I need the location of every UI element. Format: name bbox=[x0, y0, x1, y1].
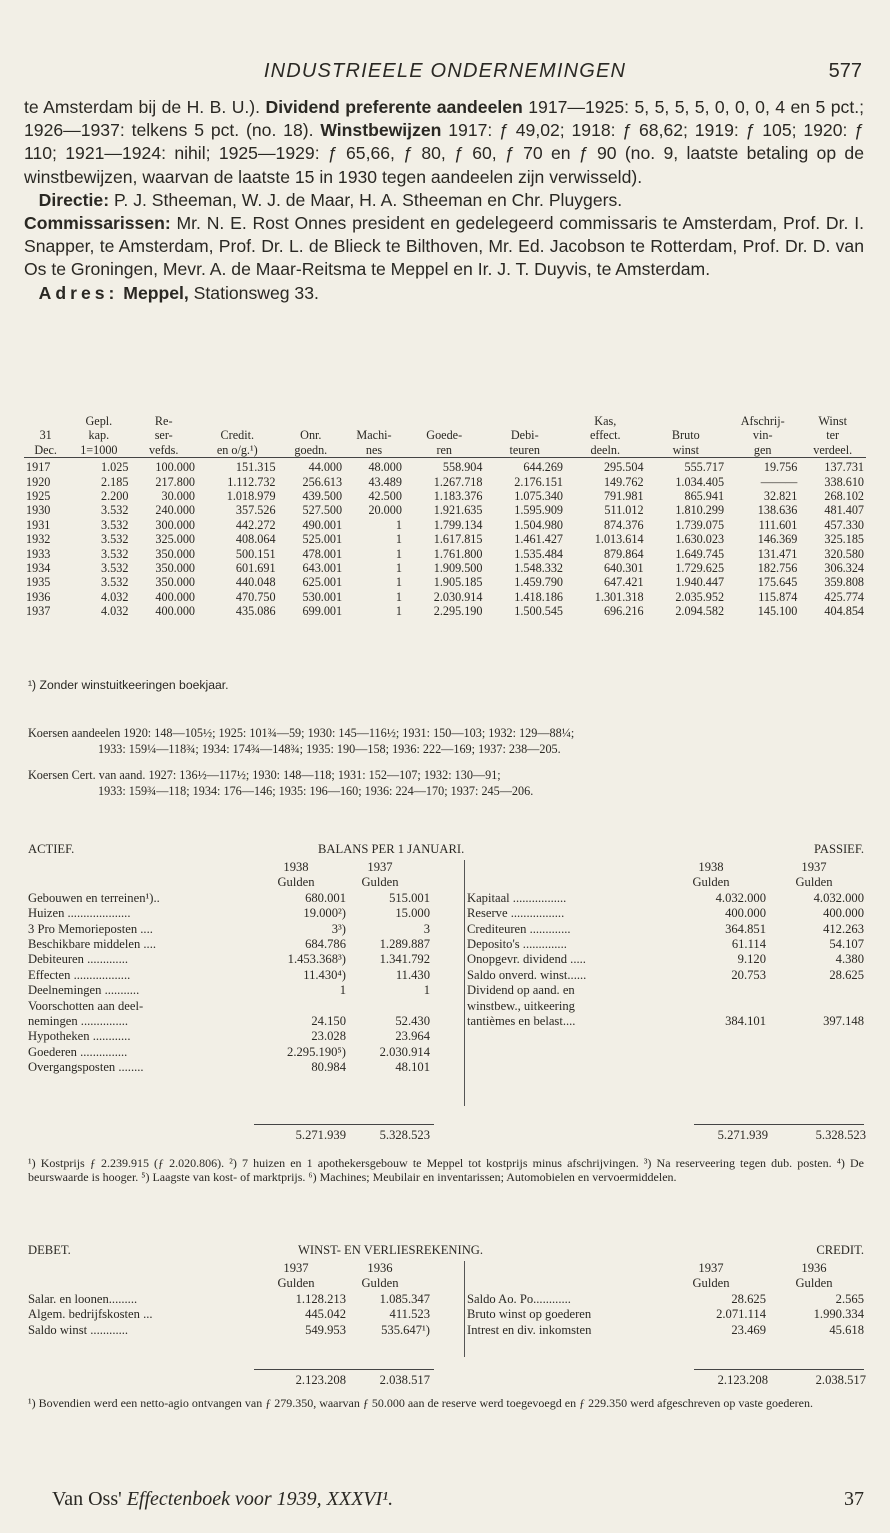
table-cell: 442.272 bbox=[235, 517, 276, 532]
table-cell: 182.756 bbox=[757, 561, 798, 576]
table-cell: 43.489 bbox=[368, 474, 402, 489]
passief-label: PASSIEF. bbox=[814, 842, 864, 856]
table-cell: 357.526 bbox=[235, 503, 276, 518]
table-cell: 300.000 bbox=[155, 517, 195, 532]
table-cell: 48.000 bbox=[344, 458, 404, 475]
credit-column: 1937 1936 Gulden Gulden Saldo Ao. Po............ 28.625 2.565 Bruto winst op goederen 2.071.114 1.990.334 Intrest en div. inkomsten 23.469 45.618 bbox=[464, 1261, 864, 1357]
koersen-certificaten: Koersen Cert. van aand. 1927: 136½—117½; 1930: 148—118; 1931: 152—107; 1932: 130—91; 1933: 159¾—118; 1934: 176—146; 1935: 196—160; 1936: 224—170; 1937: 245—206. bbox=[28, 768, 534, 798]
table-cell: 4.032 bbox=[101, 604, 129, 619]
column-header: Re- ser- vefds. bbox=[148, 414, 179, 457]
ledger-row: Kapitaal ................. 4.032.000 4.032.000 bbox=[467, 890, 864, 905]
ledger-row: Huizen .................... 19.000²) 15.000 bbox=[28, 906, 430, 921]
table-cell: 359.808 bbox=[824, 575, 864, 590]
table-cell: 435.086 bbox=[235, 604, 276, 619]
table-cell: 1935 bbox=[26, 575, 51, 590]
table-cell: 19.756 bbox=[726, 458, 799, 475]
profit-loss-account bbox=[28, 1243, 864, 1391]
passief-total-1938: 5.271.939 bbox=[717, 1128, 768, 1142]
table-cell: 425.774 bbox=[824, 589, 864, 604]
table-row bbox=[24, 575, 866, 589]
table-cell: 1.183.376 bbox=[433, 489, 483, 504]
table-cell: 470.750 bbox=[235, 589, 276, 604]
table-cell: 874.376 bbox=[603, 517, 644, 532]
table-cell: 408.064 bbox=[235, 532, 276, 547]
table-cell: 525.001 bbox=[302, 532, 343, 547]
table-row bbox=[24, 518, 866, 532]
table-cell: 1 bbox=[395, 532, 402, 547]
column-header: Winst ter verdeel. bbox=[813, 414, 853, 457]
table-cell: 2.185 bbox=[101, 474, 129, 489]
table-cell: 175.645 bbox=[757, 575, 798, 590]
table-cell: 1.418.186 bbox=[514, 589, 564, 604]
table-cell: 320.580 bbox=[824, 546, 864, 561]
table-row bbox=[24, 475, 866, 489]
table-cell: 1933 bbox=[26, 546, 51, 561]
table-cell: 20.000 bbox=[368, 503, 402, 518]
winst-verlies-title: WINST- EN VERLIESREKENING. bbox=[298, 1243, 484, 1257]
table-cell: 1.630.023 bbox=[675, 532, 725, 547]
table-row bbox=[24, 489, 866, 503]
table-cell: 146.369 bbox=[757, 532, 798, 547]
balance-footnotes: ¹) Kostprijs ƒ 2.239.915 (ƒ 2.020.806). ²) 7 huizen en 1 apothekersgebouw te Meppel tot kostprijs minus afschrijvingen. ³) Na reserveering tegen dub. posten. ⁴) De beurswaarde is hooger. ⁵) Laagste van kost- of marktprijs. ⁶) Machines; Meubilair en inventarissen; Automobielen en vervoermiddelen. bbox=[28, 1156, 864, 1185]
table-cell: 1.459.790 bbox=[514, 575, 564, 590]
table-cell: 481.407 bbox=[824, 503, 864, 518]
table-cell: 268.102 bbox=[824, 489, 864, 504]
table-footnote: ¹) Zonder winstuitkeeringen boekjaar. bbox=[28, 678, 229, 692]
ledger-row: Saldo winst ............ 549.953 535.647¹) bbox=[28, 1322, 430, 1337]
ledger-row: Saldo onverd. winst...... 20.753 28.625 bbox=[467, 967, 864, 982]
table-cell: 647.421 bbox=[603, 575, 644, 590]
koersen-aandeelen: Koersen aandeelen 1920: 148—105½; 1925: 101¾—59; 1930: 145—116½; 1931: 150—103; 1932: 129—88¼; 1933: 159¼—118¾; 1934: 174¾—148¾; 1935: 190—158; 1936: 222—169; 1937: 238—205. bbox=[28, 726, 575, 756]
ledger-row: Goederen ............... 2.295.190⁵) 2.030.914 bbox=[28, 1044, 430, 1059]
balance-sheet bbox=[28, 842, 864, 1150]
table-cell: 1.112.732 bbox=[227, 474, 276, 489]
credit-total-1937: 2.123.208 bbox=[717, 1373, 768, 1387]
table-cell: 1917 bbox=[24, 458, 67, 475]
table-cell: 1 bbox=[395, 604, 402, 619]
ledger-row: 3 Pro Memorieposten .... 3³) 3 bbox=[28, 921, 430, 936]
publication-title: Van Oss' Effectenboek voor 1939, XXXVI¹. bbox=[52, 1488, 394, 1510]
footer-page-number: 37 bbox=[844, 1488, 864, 1510]
page-header bbox=[0, 60, 890, 90]
table-cell: 530.001 bbox=[302, 589, 343, 604]
table-cell: 1.500.545 bbox=[514, 604, 564, 619]
ledger-row: Beschikbare middelen .... 684.786 1.289.887 bbox=[28, 936, 430, 951]
table-cell: 478.001 bbox=[302, 546, 343, 561]
table-cell: 1 bbox=[395, 575, 402, 590]
table-cell: 1.025 bbox=[67, 458, 130, 475]
table-cell: 42.500 bbox=[368, 489, 402, 504]
table-cell: 1.617.815 bbox=[433, 532, 483, 547]
table-cell: 217.800 bbox=[155, 474, 195, 489]
ledger-row: Onopgevr. dividend ..... 9.120 4.380 bbox=[467, 952, 864, 967]
ledger-row: Algem. bedrijfskosten ... 445.042 411.523 bbox=[28, 1307, 430, 1322]
table-cell: 879.864 bbox=[603, 546, 644, 561]
table-cell: 1.018.979 bbox=[226, 489, 276, 504]
table-cell: 3.532 bbox=[101, 575, 129, 590]
debet-label: DEBET. bbox=[28, 1243, 71, 1257]
table-cell: 138.636 bbox=[757, 503, 798, 518]
table-row bbox=[24, 604, 866, 618]
column-header: Gepl. kap. 1=1000 bbox=[80, 414, 118, 457]
actief-column: 1938 1937 Gulden Gulden Gebouwen en terreinen¹).. 680.001 515.001 Huizen .................... 19.000²) 15.000 3 Pro Memorieposten .... 3³) 3 Beschikbare middelen .... 684.786 1.289.887 Debiteuren ............. 1.453.368³) 1.341.792 Effecten .................. 11.430⁴) 11.430 Deelnemingen ........... 1 1 Voorschotten aan deel- nemingen ............... 24.150 52.430 Hypotheken ............ 23.028 23.964 Goederen ............... 2.295.190⁵) 2.030.914 Overgangsposten ........ 80.984 48.101 5.271.939 5.328.523 bbox=[28, 860, 458, 1075]
table-cell: 1.075.340 bbox=[514, 489, 564, 504]
table-cell: 3.532 bbox=[101, 546, 129, 561]
table-cell: 791.981 bbox=[603, 489, 644, 504]
ledger-row: Deposito's .............. 61.114 54.107 bbox=[467, 936, 864, 951]
credit-label: CREDIT. bbox=[816, 1243, 864, 1257]
ledger-row: tantièmes en belast.... 384.101 397.148 bbox=[467, 1013, 864, 1028]
table-cell: 1.799.134 bbox=[433, 517, 483, 532]
table-cell: 1925 bbox=[26, 489, 51, 504]
directie-paragraph: Directie: P. J. Stheeman, W. J. de Maar, H. A. Stheeman en Chr. Pluygers. bbox=[38, 189, 623, 210]
table-cell: 1936 bbox=[26, 589, 51, 604]
ledger-row: Bruto winst op goederen 2.071.114 1.990.334 bbox=[467, 1307, 864, 1322]
table-row bbox=[24, 547, 866, 561]
table-cell: 350.000 bbox=[155, 561, 195, 576]
table-cell: 1.905.185 bbox=[433, 575, 483, 590]
table-cell: 1.739.075 bbox=[675, 517, 725, 532]
ledger-row: Overgangsposten ........ 80.984 48.101 bbox=[28, 1060, 430, 1075]
table-cell: 1.461.427 bbox=[514, 532, 564, 547]
profit-loss-footnote: ¹) Bovendien werd een netto-agio ontvangen van ƒ 279.350, waarvan ƒ 50.000 aan de reserve werd toegevoegd en ƒ 229.350 werd afgeschreven op vaste goederen. bbox=[28, 1396, 813, 1410]
ledger-row: Voorschotten aan deel- bbox=[28, 998, 144, 1013]
ledger-row: Intrest en div. inkomsten 23.469 45.618 bbox=[467, 1322, 864, 1337]
column-header: Credit. en o/g.¹) bbox=[216, 428, 258, 457]
table-cell: 457.330 bbox=[824, 517, 864, 532]
ledger-row: Dividend op aand. en bbox=[467, 983, 575, 998]
column-header: 31 Dec. bbox=[34, 428, 57, 457]
column-header: Machi- nes bbox=[356, 428, 392, 457]
table-cell: 439.500 bbox=[302, 489, 343, 504]
ledger-row: Deelnemingen ........... 1 1 bbox=[28, 983, 430, 998]
actief-total-1938: 5.271.939 bbox=[295, 1128, 346, 1142]
table-cell: 256.613 bbox=[302, 474, 343, 489]
table-cell: 625.001 bbox=[302, 575, 343, 590]
table-cell: 1 bbox=[395, 561, 402, 576]
actief-label: ACTIEF. bbox=[28, 842, 75, 856]
actief-total-1937: 5.328.523 bbox=[379, 1128, 430, 1142]
adres-paragraph: Adres: Meppel, Stationsweg 33. bbox=[38, 282, 319, 303]
table-cell: 2.030.914 bbox=[433, 589, 483, 604]
table-cell: 2.295.190 bbox=[433, 604, 483, 619]
table-cell: 111.601 bbox=[758, 517, 798, 532]
table-cell: 490.001 bbox=[302, 517, 343, 532]
table-cell: 32.821 bbox=[763, 489, 798, 504]
table-cell: 1.267.718 bbox=[433, 474, 483, 489]
table-cell: 527.500 bbox=[302, 503, 343, 518]
table-cell: 1920 bbox=[26, 474, 51, 489]
table-cell: 3.532 bbox=[101, 503, 129, 518]
table-cell: 3.532 bbox=[101, 517, 129, 532]
table-cell: 1 bbox=[395, 589, 402, 604]
debet-total-1937: 2.123.208 bbox=[295, 1373, 346, 1387]
passief-total-1937: 5.328.523 bbox=[815, 1128, 866, 1142]
table-cell: 1934 bbox=[26, 561, 51, 576]
passief-column: 1938 1937 Gulden Gulden Kapitaal ................. 4.032.000 4.032.000 Reserve ................. 400.000 400.000 Crediteuren ............. 364.851 412.263 Deposito's .............. 61.114 54.107 Onopgevr. dividend ..... 9.120 4.380 Saldo onverd. winst...... 20.753 28.625 Dividend op aand. en winstbew., uitkeering tantièmes en belast.... 384.101 397.148 bbox=[464, 860, 864, 1106]
table-cell: 1930 bbox=[26, 503, 51, 518]
table-cell: 1.301.318 bbox=[594, 589, 644, 604]
table-cell: 100.000 bbox=[130, 458, 197, 475]
table-cell: 555.717 bbox=[646, 458, 727, 475]
table-cell: 137.731 bbox=[799, 458, 866, 475]
ledger-row: Gebouwen en terreinen¹).. 680.001 515.001 bbox=[28, 890, 430, 905]
table-cell: 404.854 bbox=[824, 604, 864, 619]
running-title: INDUSTRIEELE ONDERNEMINGEN bbox=[263, 60, 627, 82]
table-row bbox=[24, 458, 866, 475]
table-cell: 350.000 bbox=[155, 546, 195, 561]
financial-history-table bbox=[24, 414, 866, 619]
column-header: Bruto winst bbox=[671, 428, 700, 457]
table-cell: ——— bbox=[760, 474, 798, 489]
table-cell: 1.761.800 bbox=[433, 546, 483, 561]
table-cell: 325.000 bbox=[155, 532, 195, 547]
column-header: Kas, effect. deeln. bbox=[590, 414, 621, 457]
table-cell: 3.532 bbox=[101, 532, 129, 547]
debet-total-1936: 2.038.517 bbox=[379, 1373, 430, 1387]
table-cell: 699.001 bbox=[302, 604, 343, 619]
table-cell: 440.048 bbox=[235, 575, 276, 590]
table-cell: 1.940.447 bbox=[675, 575, 725, 590]
ledger-row: nemingen ............... 24.150 52.430 bbox=[28, 1013, 430, 1028]
table-cell: 1.595.909 bbox=[514, 503, 564, 518]
table-cell: 865.941 bbox=[684, 489, 725, 504]
page-number: 577 bbox=[828, 60, 862, 82]
credit-total-1936: 2.038.517 bbox=[815, 1373, 866, 1387]
table-cell: 145.100 bbox=[757, 604, 798, 619]
table-cell: 1.034.405 bbox=[675, 474, 725, 489]
table-cell: 4.032 bbox=[101, 589, 129, 604]
table-cell: 3.532 bbox=[101, 561, 129, 576]
table-cell: 1.013.614 bbox=[594, 532, 644, 547]
table-cell: 2.200 bbox=[101, 489, 129, 504]
table-cell: 1.909.500 bbox=[433, 561, 483, 576]
table-cell: 400.000 bbox=[155, 589, 195, 604]
table-cell: 696.216 bbox=[603, 604, 644, 619]
table-cell: 1937 bbox=[26, 604, 51, 619]
table-cell: 500.151 bbox=[235, 546, 276, 561]
table-cell: 1.649.745 bbox=[675, 546, 725, 561]
balance-title: BALANS PER 1 JANUARI. bbox=[318, 842, 465, 856]
commissarissen-paragraph: Commissarissen: Mr. N. E. Rost Onnes president en gedelegeerd commissaris te Amsterdam, Prof. Dr. I. Snapper, te Amsterdam, Prof. Dr. L. de Blieck te Bilthoven, Mr. Ed. Jacobson te Rotterdam, Prof. Dr. D. van Os te Groningen, Mevr. A. de Maar-Reitsma te Meppel en Ir. J. T. Duyvis, te Amsterdam. bbox=[24, 213, 864, 280]
table-cell: 1932 bbox=[26, 532, 51, 547]
table-cell: 295.504 bbox=[565, 458, 646, 475]
ledger-row: Saldo Ao. Po............ 28.625 2.565 bbox=[467, 1291, 864, 1306]
column-header: Onr. goedn. bbox=[294, 428, 328, 457]
table-cell: 643.001 bbox=[302, 561, 343, 576]
table-cell: 240.000 bbox=[155, 503, 195, 518]
table-cell: 325.185 bbox=[824, 532, 864, 547]
column-header: Goede- ren bbox=[426, 428, 463, 457]
table-cell: 511.012 bbox=[604, 503, 644, 518]
table-cell: 1 bbox=[395, 546, 402, 561]
table-cell: 30.000 bbox=[161, 489, 195, 504]
table-cell: 2.035.952 bbox=[675, 589, 725, 604]
table-cell: 2.176.151 bbox=[514, 474, 564, 489]
table-cell: 1.504.980 bbox=[514, 517, 564, 532]
table-cell: 1.921.635 bbox=[433, 503, 483, 518]
table-cell: 338.610 bbox=[824, 474, 864, 489]
dividend-paragraph: te Amsterdam bij de H. B. U.). Dividend preferente aandeelen 1917—1925: 5, 5, 5, 5, 0, 0, 0, 4 en 5 pct.; 1926—1937: telkens 5 pct. (no. 18). Winstbewijzen 1917: ƒ 49,02; 1918: ƒ 68,62; 1919: ƒ 105; 1920: ƒ 110; 1921—1924: nihil; 1925—1929: ƒ 65,66, ƒ 80, ƒ 60, ƒ 70 en ƒ 90 (no. 9, laatste betaling op de winstbewijzen, waarvan de laatste 15 in 1930 tegen aandeelen zijn verwisseld). bbox=[24, 97, 865, 187]
table-cell: 149.762 bbox=[603, 474, 644, 489]
table-cell: 115.874 bbox=[758, 589, 798, 604]
table-cell: 640.301 bbox=[603, 561, 644, 576]
ledger-row: Crediteuren ............. 364.851 412.263 bbox=[467, 921, 864, 936]
debet-column: 1937 1936 Gulden Gulden Salar. en loonen......... 1.128.213 1.085.347 Algem. bedrijfskosten ... 445.042 411.523 Saldo winst ............ 549.953 535.647¹) 2.123.208 2.038.517 bbox=[28, 1261, 458, 1338]
table-row bbox=[24, 503, 866, 517]
ledger-row: Reserve ................. 400.000 400.000 bbox=[467, 906, 864, 921]
table-cell: 1.810.299 bbox=[675, 503, 725, 518]
table-cell: 306.324 bbox=[824, 561, 864, 576]
intro-text bbox=[24, 96, 864, 305]
table-cell: 44.000 bbox=[278, 458, 345, 475]
ledger-row: Hypotheken ............ 23.028 23.964 bbox=[28, 1029, 430, 1044]
column-header: Afschrij- vin- gen bbox=[740, 414, 785, 457]
table-row bbox=[24, 532, 866, 546]
table-row bbox=[24, 561, 866, 575]
table-cell: 350.000 bbox=[155, 575, 195, 590]
table-cell: 1 bbox=[395, 517, 402, 532]
ledger-row: winstbew., uitkeering bbox=[467, 998, 575, 1013]
ledger-row: Salar. en loonen......... 1.128.213 1.085.347 bbox=[28, 1291, 430, 1306]
table-cell: 1.535.484 bbox=[514, 546, 564, 561]
table-cell: 1931 bbox=[26, 517, 51, 532]
table-cell: 131.471 bbox=[757, 546, 798, 561]
table-cell: 2.094.582 bbox=[675, 604, 725, 619]
table-cell: 601.691 bbox=[235, 561, 276, 576]
table-cell: 151.315 bbox=[197, 458, 278, 475]
table-cell: 558.904 bbox=[404, 458, 485, 475]
table-row bbox=[24, 590, 866, 604]
table-cell: 1.548.332 bbox=[514, 561, 564, 576]
ledger-row: Effecten .................. 11.430⁴) 11.430 bbox=[28, 967, 430, 982]
table-cell: 400.000 bbox=[155, 604, 195, 619]
column-header: Debi- teuren bbox=[509, 428, 540, 457]
ledger-row: Debiteuren ............. 1.453.368³) 1.341.792 bbox=[28, 952, 430, 967]
table-cell: 1.729.625 bbox=[675, 561, 725, 576]
table-cell: 644.269 bbox=[484, 458, 565, 475]
